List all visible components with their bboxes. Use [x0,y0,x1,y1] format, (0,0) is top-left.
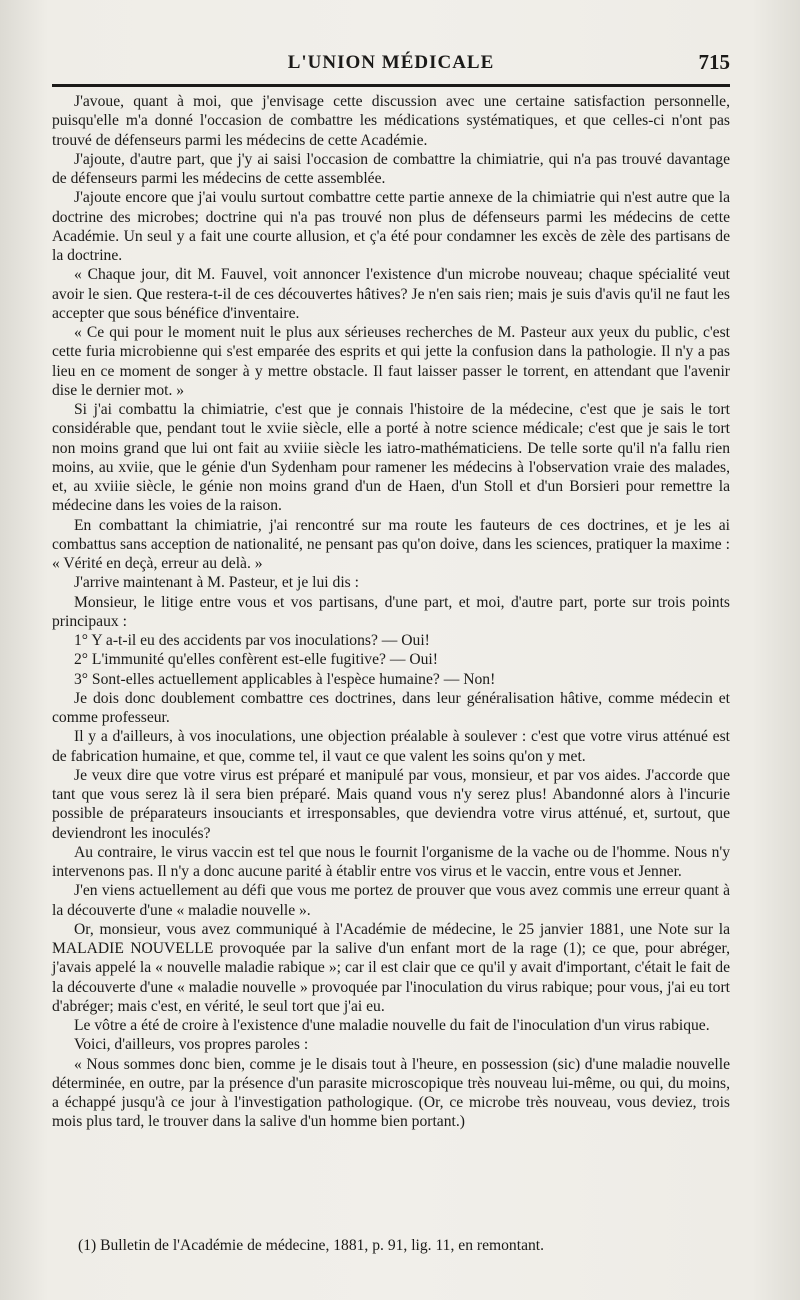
paragraph: Or, monsieur, vous avez communiqué à l'Académie de médecine, le 25 janvier 1881, une Note sur la MALADIE NOUVELLE provoquée par la salive d'un enfant mort de la rage (1); ce que, pour abréger, j'avais appelé la « nouvelle maladie rabique »; car il est clair que ce qu'il y avait d'important, c'était le fait de la découverte d'une « maladie nouvelle » provoquée par l'inoculation du virus rabique; pour vous, j'ai eu tort d'abréger; mais c'est, en vérité, le seul tort que j'ai eu. [52,920,730,1015]
paragraph: J'ajoute encore que j'ai voulu surtout combattre cette partie annexe de la chimiatrie qui n'est autre que la doctrine des microbes; doctrine qui n'a pas trouvé non plus de défenseurs parmi les médecins de cette Académie. Un seul y a fait une courte allusion, et ç'a été pour condamner les excès de zèle des partisans de la doctrine. [52,189,730,264]
paragraph: Au contraire, le virus vaccin est tel que nous le fournit l'organisme de la vache ou de l'homme. Nous n'y intervenons pas. Il n'y a donc aucune parité à établir entre vos virus et le vaccin, entre vous et Jenner. [52,843,730,880]
list-item: 3° Sont-elles actuellement applicables à l'espèce humaine? — Non! [74,670,496,688]
quote-paragraph: « Ce qui pour le moment nuit le plus aux sérieuses recherches de M. Pasteur aux yeux du public, c'est cette furia microbienne qui s'est emparée des esprits et qui jette la confusion dans la pathologie. Il n'y a pas lieu en ce moment de songer à y mettre obstacle. Il faut laisser passer le torrent, en attendant que l'avenir dise le dernier mot. » [52,324,730,399]
paragraph: Je veux dire que votre virus est préparé et manipulé par vous, monsieur, et par vos aides. J'accorde que tant que vous serez là il sera bien préparé. Mais quand vous n'y serez plus! Abandonné alors à l'incurie possible de préparateurs insouciants et irresponsables, que deviendra votre virus atténué, et, surtout, que deviendront les inoculés? [52,766,730,842]
quote-paragraph: « Chaque jour, dit M. Fauvel, voit annoncer l'existence d'un microbe nouveau; chaque spécialité veut avoir le sien. Que restera-t-il de ces découvertes hâtives? Je n'en sais rien; mais je suis d'avis qu'il ne faut les accepter que sous bénéfice d'inventaire. [52,266,730,322]
paragraph: Voici, d'ailleurs, vos propres paroles : [74,1036,309,1054]
body-text [52,92,730,1132]
header-rule [52,84,730,87]
paragraph: J'avoue, quant à moi, que j'envisage cette discussion avec une certaine satisfaction personnelle, puisqu'elle m'a donné l'occasion de combattre les médications systématiques, et que celles-ci n'ont pas trouvé de défenseurs parmi les médecins de cette Académie. [52,93,730,149]
paragraph: J'arrive maintenant à M. Pasteur, et je lui dis : [74,574,359,592]
footnote: (1) Bulletin de l'Académie de médecine, 1881, p. 91, lig. 11, en remontant. [78,1237,545,1254]
list-item: 1° Y a-t-il eu des accidents par vos inoculations? — Oui! [74,632,430,649]
running-head: L'UNION MÉDICALE [287,52,495,73]
paragraph: Je dois donc doublement combattre ces doctrines, dans leur généralisation hâtive, comme médecin et comme professeur. [52,689,730,726]
paragraph: J'ajoute, d'autre part, que j'y ai saisi l'occasion de combattre la chimiatrie, qui n'a pas trouvé davantage de défenseurs parmi les médecins de cette assemblée. [52,150,730,187]
list-item: 2° L'immunité qu'elles confèrent est-elle fugitive? — Oui! [74,651,438,669]
paragraph: Le vôtre a été de croire à l'existence d'une maladie nouvelle du fait de l'inoculation d'un virus rabique. [74,1017,710,1034]
page-number: 715 [698,50,730,74]
paragraph: Monsieur, le litige entre vous et vos partisans, d'une part, et moi, d'autre part, porte sur trois points principaux : [52,593,730,630]
paragraph: Si j'ai combattu la chimiatrie, c'est que je connais l'histoire de la médecine, c'est que je sais le tort considérable que, pendant tout le xviie siècle, elle a porté à notre science médicale; c'est que je sais le tort non moins grand que lui ont fait au xviiie siècle les iatro-mathématiciens. De telle sorte qu'il n'a fallu rien moins, au xviie, que le génie d'un Sydenham pour ramener les médecins à l'observation vraie des malades, et, au xviiie siècle, le génie non moins grand d'un de Haen, d'un Stoll et d'un Borsieri pour remettre la médecine dans les voies de la raison. [52,401,730,515]
quote-paragraph: « Nous sommes donc bien, comme je le disais tout à l'heure, en possession (sic) d'une maladie nouvelle déterminée, en outre, par la présence d'un parasite microscopique très nouveau lui-même, ou qui, du moins, a échappé jusqu'à ce jour à l'investigation pathologique. (Or, ce microbe très nouveau, vous deviez, trois mois plus tard, le trouver dans la salive d'un homme bien portant.) [52,1055,730,1131]
paragraph: J'en viens actuellement au défi que vous me portez de prouver que vous avez commis une erreur quant à la découverte d'une « maladie nouvelle ». [52,882,730,919]
paragraph: En combattant la chimiatrie, j'ai rencontré sur ma route les fauteurs de ces doctrines, et je les ai combattus sans acception de nationalité, ne pensant pas qu'on doive, dans les sciences, pratiquer la maxime : « Vérité en deçà, erreur au delà. » [52,516,730,572]
paragraph: Il y a d'ailleurs, à vos inoculations, une objection préalable à soulever : c'est que votre virus atténué est de fabrication humaine, et que, comme tel, il vaut ce que valent les soins qu'on y met. [52,728,730,765]
page-header [52,48,730,78]
